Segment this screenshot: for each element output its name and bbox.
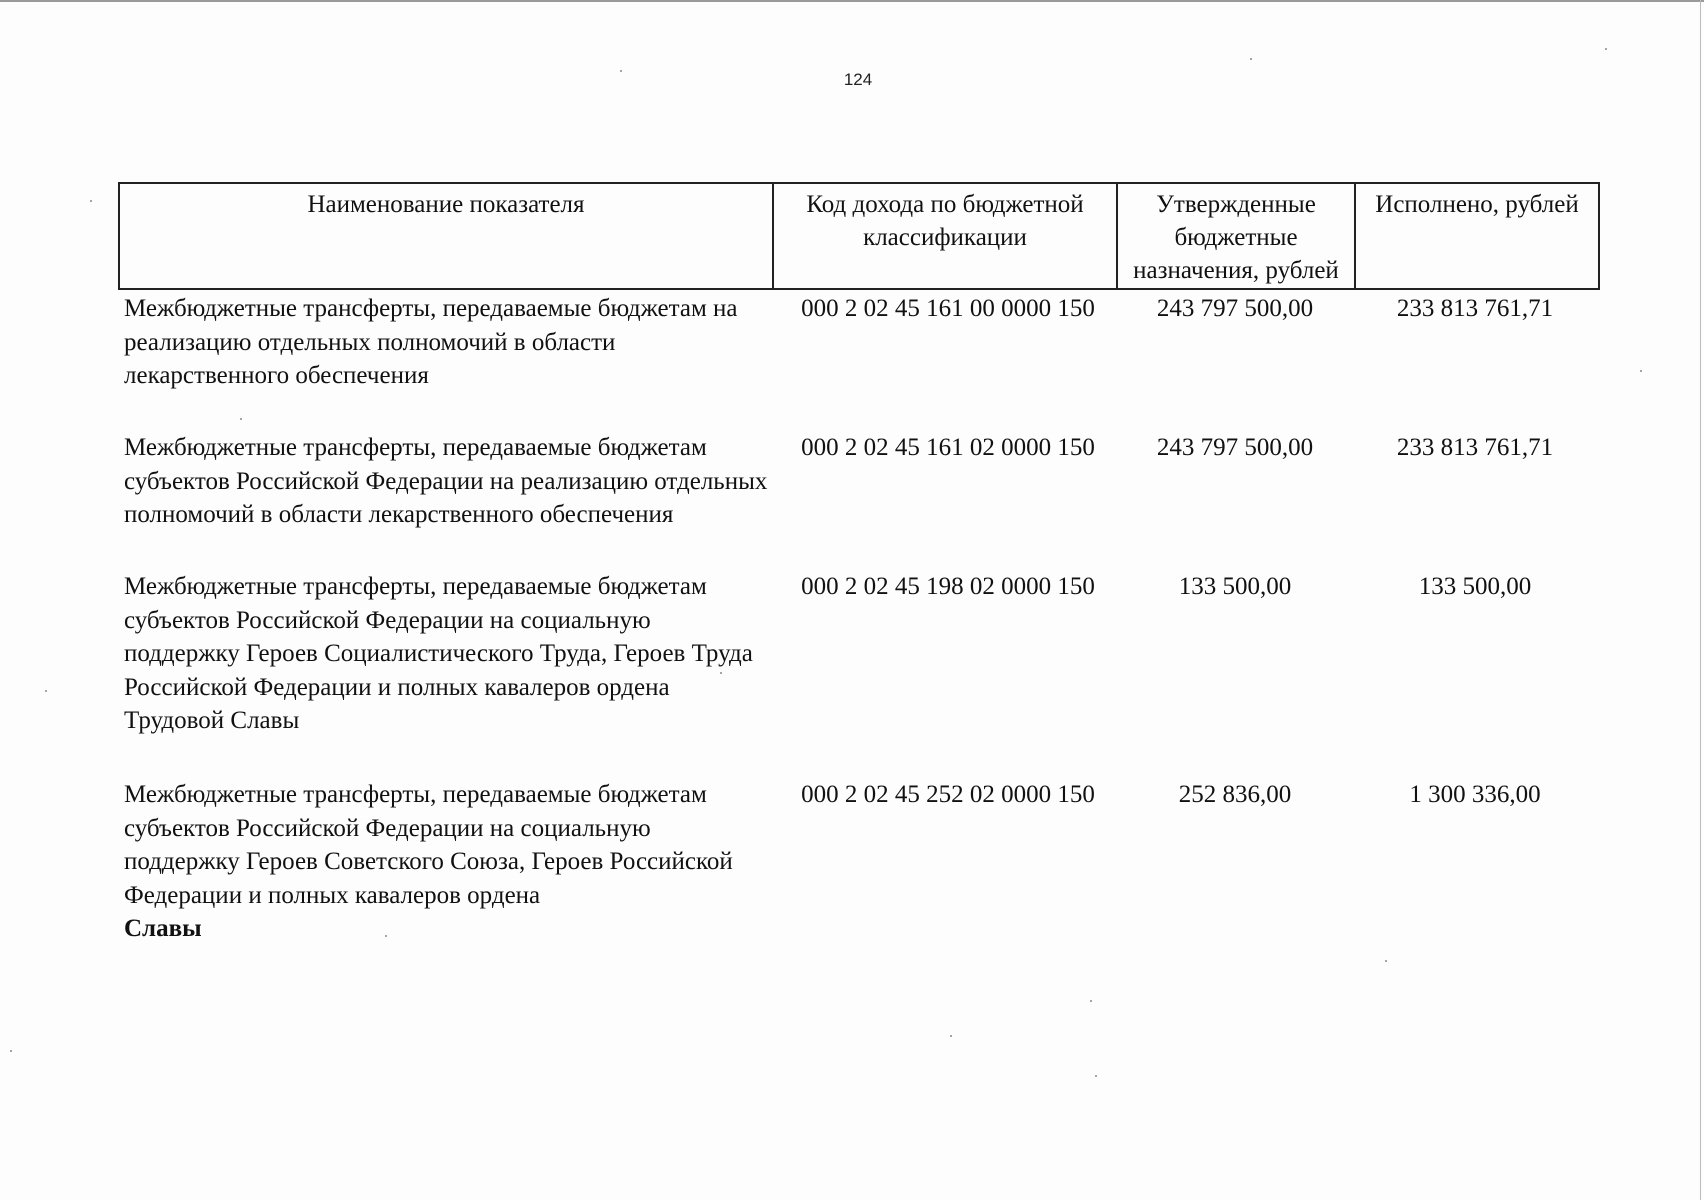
page-number: 124 bbox=[843, 70, 873, 89]
row-income-code: 000 2 02 45 252 02 0000 150 bbox=[801, 781, 1095, 808]
header-income-code: Код дохода по бюджетной классификации bbox=[774, 184, 1118, 288]
scan-speck bbox=[240, 418, 242, 420]
table-row bbox=[118, 570, 1600, 738]
scan-speck bbox=[950, 1035, 952, 1037]
scan-speck bbox=[45, 690, 47, 692]
scan-speck bbox=[1090, 1000, 1092, 1002]
row-indicator-name: Межбюджетные трансферты, передаваемые бюджетам субъектов Российской Федерации на реализацию отдельных полномочий в области лекарственного обеспечения bbox=[124, 434, 768, 528]
row-approved-amount: 133 500,00 bbox=[1178, 573, 1292, 600]
table-header bbox=[118, 182, 1600, 290]
scan-edge-top bbox=[0, 0, 1704, 2]
row-approved-amount: 252 836,00 bbox=[1178, 781, 1292, 808]
scan-speck bbox=[1250, 58, 1252, 60]
row-indicator-name-last-word: Славы bbox=[124, 915, 202, 942]
row-indicator-name: Межбюджетные трансферты, передаваемые бюджетам на реализацию отдельных полномочий в области лекарственного обеспечения bbox=[124, 295, 738, 389]
row-indicator-name: Межбюджетные трансферты, передаваемые бюджетам субъектов Российской Федерации на социальную поддержку Героев Социалистического Труда, Героев Труда Российской Федерации и полных кавалеров ордена Трудовой Славы bbox=[124, 573, 753, 734]
scan-speck bbox=[1095, 1075, 1097, 1077]
header-executed-amount: Исполнено, рублей bbox=[1375, 191, 1579, 218]
row-executed-amount: 233 813 761,71 bbox=[1396, 295, 1554, 322]
scan-speck bbox=[1605, 48, 1607, 50]
row-income-code: 000 2 02 45 198 02 0000 150 bbox=[801, 573, 1095, 600]
row-income-code: 000 2 02 45 161 02 0000 150 bbox=[801, 434, 1095, 461]
scan-speck bbox=[10, 1050, 12, 1052]
row-indicator-name bbox=[118, 778, 772, 946]
scan-speck bbox=[90, 200, 92, 202]
header-approved-amount: Утвержденные бюджетные назначения, рублей bbox=[1118, 184, 1356, 288]
table-row bbox=[118, 431, 1600, 532]
scan-speck bbox=[1385, 960, 1387, 962]
row-executed-amount: 1 300 336,00 bbox=[1409, 781, 1541, 808]
row-approved-amount: 243 797 500,00 bbox=[1156, 434, 1314, 461]
row-indicator-name-text: Межбюджетные трансферты, передаваемые бюджетам субъектов Российской Федерации на социальную поддержку Героев Советского Союза, Героев Российской Федерации и полных кавалеров ордена bbox=[124, 781, 733, 909]
table-row bbox=[118, 778, 1600, 946]
scan-edge-right bbox=[1700, 0, 1701, 1200]
row-income-code: 000 2 02 45 161 00 0000 150 bbox=[801, 295, 1095, 322]
table-row bbox=[118, 292, 1600, 393]
header-indicator-name: Наименование показателя bbox=[120, 184, 774, 288]
row-executed-amount: 133 500,00 bbox=[1418, 573, 1532, 600]
scan-speck bbox=[1640, 370, 1642, 372]
row-executed-amount: 233 813 761,71 bbox=[1396, 434, 1554, 461]
row-approved-amount: 243 797 500,00 bbox=[1156, 295, 1314, 322]
